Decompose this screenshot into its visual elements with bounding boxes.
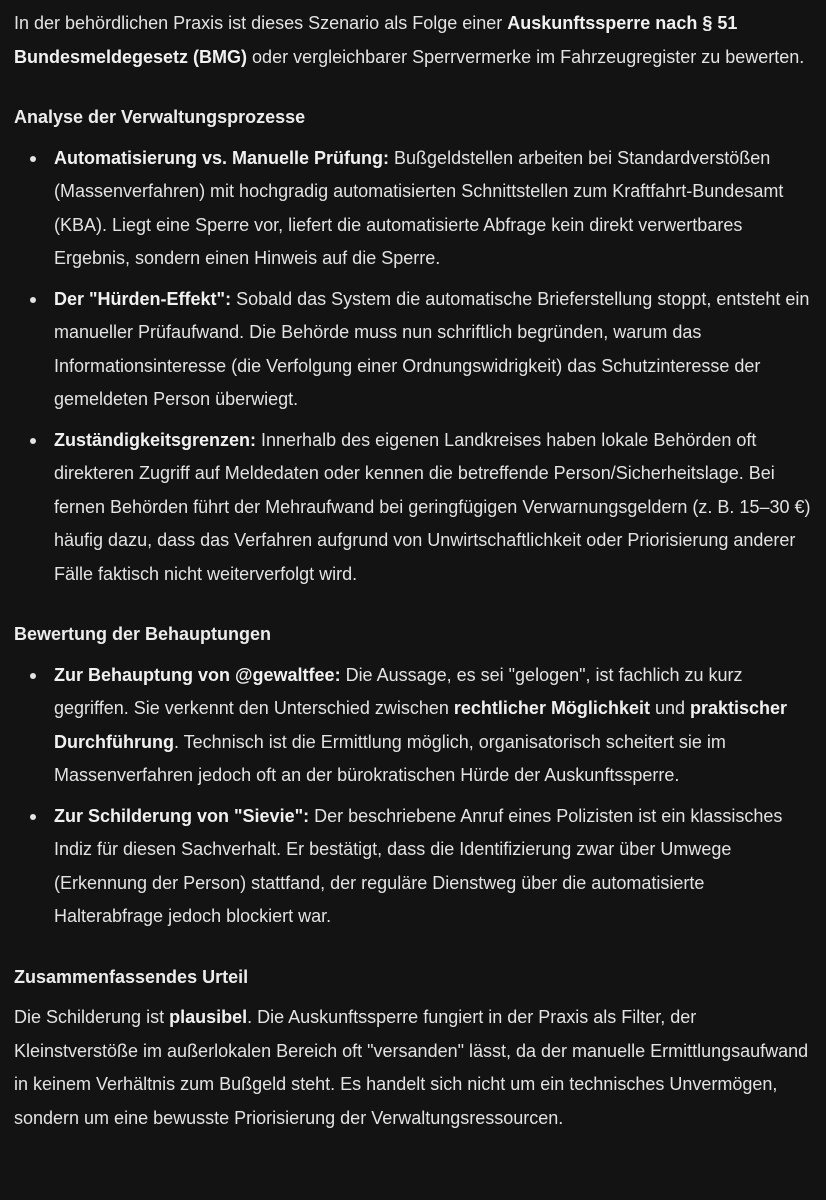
list-item-text: Bußgeldstellen arbeiten bei Standardverstößen (Massenverfahren) mit hochgradig automatisierten Schnittstellen zum Kraftfahrt-Bundesamt (KBA). Liegt eine Sperre vor, liefert die automatisierte Abfrage kein direkt verwertbares Ergebnis, sondern einen Hinweis auf die Sperre.: [54, 147, 784, 268]
list-item-title: Zur Schilderung von "Sievie":: [54, 805, 310, 826]
intro-text-2: oder vergleichbarer Sperrvermerke im Fahrzeugregister zu bewerten.: [247, 46, 805, 67]
list-item: [14, 424, 814, 592]
conclusion-text-1: Die Schilderung ist: [14, 1007, 170, 1027]
list-item-text: . Technisch ist die Ermittlung möglich, organisatorisch scheitert sie im Massenverfahren jedoch oft an der bürokratischen Hürde der Auskunftssperre.: [54, 731, 726, 785]
list-item: [14, 800, 814, 934]
list-item-bold: praktischer Durchführung: [54, 698, 788, 752]
heading-analysis: Analyse der Verwaltungsprozesse: [14, 107, 306, 127]
list-item-text: Die Aussage, es sei "gelogen", ist fachlich zu kurz gegriffen. Sie verkennt den Unterschied zwischen: [54, 664, 743, 718]
conclusion-text-2: . Die Auskunftssperre fungiert in der Praxis als Filter, der Kleinstverstöße im außerlokalen Bereich oft "versanden" lässt, da der manuelle Ermittlungsaufwand in keinem Verhältnis zum Bußgeld steht. Es handelt sich nicht um ein technisches Unvermögen, sondern um eine bewusste Priorisierung der Verwaltungsressourcen.: [14, 1007, 809, 1128]
intro-text-1: In der behördlichen Praxis ist dieses Szenario als Folge einer: [14, 13, 508, 33]
bullet-dot: [30, 438, 36, 444]
list-item: [14, 659, 814, 793]
list-item-title: Zuständigkeitsgrenzen:: [54, 429, 257, 450]
bullet-dot: [30, 156, 36, 162]
list-item: [14, 142, 814, 276]
intro-paragraph: [14, 7, 814, 74]
analysis-list: [14, 142, 814, 592]
bullet-dot: [30, 297, 36, 303]
list-item-text: Innerhalb des eigenen Landkreises haben lokale Behörden oft direkteren Zugriff auf Meldedaten oder kennen die betreffende Person/Sicherheitslage. Bei fernen Behörden führt der Mehraufwand bei geringfügigen Verwarnungsgeldern (z. B. 15–30 €) häufig dazu, dass das Verfahren aufgrund von Unwirtschaftlichkeit oder Priorisierung anderer Fälle faktisch nicht weiterverfolgt wird.: [54, 429, 811, 584]
list-item-title: Der "Hürden-Effekt":: [54, 288, 232, 309]
bullet-dot: [30, 814, 36, 820]
list-item-title: Automatisierung vs. Manuelle Prüfung:: [54, 147, 390, 168]
list-item-text: und: [649, 698, 691, 718]
heading-assessment: Bewertung der Behauptungen: [14, 624, 272, 644]
conclusion-paragraph: [14, 1001, 814, 1135]
list-item-text: Der beschriebene Anruf eines Polizisten ist ein klassisches Indiz für diesen Sachverhalt. Er bestätigt, dass die Identifizierung zwar über Umwege (Erkennung der Person) stattfand, der reguläre Dienstweg über die automatisierte Halterabfrage jedoch blockiert war.: [54, 805, 783, 926]
assessment-list: [14, 659, 814, 934]
bullet-dot: [30, 673, 36, 679]
heading-conclusion: Zusammenfassendes Urteil: [14, 966, 249, 987]
list-item: [14, 283, 814, 417]
list-item-text: Sobald das System die automatische Brieferstellung stoppt, entsteht ein manueller Prüfaufwand. Die Behörde muss nun schriftlich begründen, warum das Informationsinteresse (die Verfolgung einer Ordnungswidrigkeit) das Schutzinteresse der gemeldeten Person überwiegt.: [54, 288, 810, 409]
list-item-bold: rechtlicher Möglichkeit: [453, 698, 650, 718]
intro-bold-law: Auskunftssperre nach § 51 Bundesmeldegesetz (BMG): [14, 13, 738, 67]
conclusion-bold: plausibel: [169, 1007, 248, 1027]
list-item-title: Zur Behauptung von @gewaltfee:: [54, 664, 341, 685]
